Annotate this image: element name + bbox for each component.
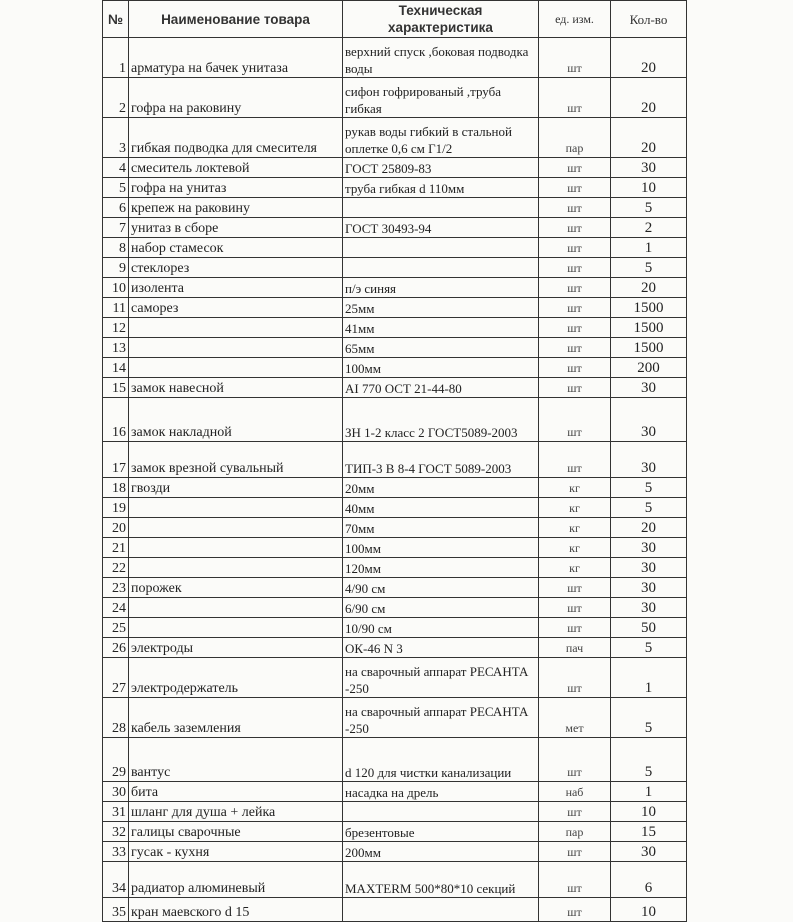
quantity: 2 xyxy=(611,218,687,238)
unit-of-measure: шт xyxy=(539,378,611,398)
table-row xyxy=(103,238,687,258)
product-name: замок врезной сувальный xyxy=(129,442,343,478)
table-row xyxy=(103,698,687,738)
unit-of-measure: кг xyxy=(539,478,611,498)
table-row xyxy=(103,898,687,922)
technical-spec xyxy=(343,198,539,218)
header-num: № xyxy=(103,1,129,38)
row-number: 5 xyxy=(103,178,129,198)
row-number: 8 xyxy=(103,238,129,258)
quantity: 1 xyxy=(611,658,687,698)
quantity: 1 xyxy=(611,782,687,802)
technical-spec: ТИП-3 В 8-4 ГОСТ 5089-2003 xyxy=(343,442,539,478)
product-name xyxy=(129,558,343,578)
technical-spec: 70мм xyxy=(343,518,539,538)
row-number: 3 xyxy=(103,118,129,158)
quantity: 30 xyxy=(611,398,687,442)
row-number: 35 xyxy=(103,898,129,922)
row-number: 19 xyxy=(103,498,129,518)
unit-of-measure: шт xyxy=(539,842,611,862)
row-number: 15 xyxy=(103,378,129,398)
technical-spec: 6/90 см xyxy=(343,598,539,618)
unit-of-measure: шт xyxy=(539,158,611,178)
table-row xyxy=(103,638,687,658)
quantity: 5 xyxy=(611,258,687,278)
technical-spec xyxy=(343,898,539,922)
row-number: 12 xyxy=(103,318,129,338)
quantity: 5 xyxy=(611,698,687,738)
unit-of-measure: шт xyxy=(539,738,611,782)
unit-of-measure: кг xyxy=(539,538,611,558)
unit-of-measure: кг xyxy=(539,498,611,518)
quantity: 5 xyxy=(611,198,687,218)
unit-of-measure: пач xyxy=(539,638,611,658)
quantity: 5 xyxy=(611,478,687,498)
technical-spec: MAXTERM 500*80*10 секций xyxy=(343,862,539,898)
product-name: порожек xyxy=(129,578,343,598)
technical-spec: рукав воды гибкий в стальной оплетке 0,6 см Г1/2 xyxy=(343,118,539,158)
quantity: 30 xyxy=(611,442,687,478)
table-row xyxy=(103,358,687,378)
table-row xyxy=(103,158,687,178)
unit-of-measure: шт xyxy=(539,258,611,278)
quantity: 200 xyxy=(611,358,687,378)
product-name: кран маевского d 15 xyxy=(129,898,343,922)
technical-spec: 100мм xyxy=(343,358,539,378)
product-name xyxy=(129,338,343,358)
technical-spec: брезентовые xyxy=(343,822,539,842)
table-row xyxy=(103,378,687,398)
row-number: 29 xyxy=(103,738,129,782)
product-name: замок накладной xyxy=(129,398,343,442)
product-name: кабель заземления xyxy=(129,698,343,738)
product-name xyxy=(129,358,343,378)
product-name: радиатор алюминевый xyxy=(129,862,343,898)
product-name: изолента xyxy=(129,278,343,298)
technical-spec xyxy=(343,802,539,822)
table-row xyxy=(103,658,687,698)
product-name: гофра на унитаз xyxy=(129,178,343,198)
technical-spec: 41мм xyxy=(343,318,539,338)
header-unit: ед. изм. xyxy=(539,1,611,38)
quantity: 30 xyxy=(611,538,687,558)
row-number: 32 xyxy=(103,822,129,842)
unit-of-measure: шт xyxy=(539,278,611,298)
row-number: 24 xyxy=(103,598,129,618)
header-name: Наименование товара xyxy=(129,1,343,38)
technical-spec xyxy=(343,258,539,278)
product-name: шланг для душа + лейка xyxy=(129,802,343,822)
row-number: 18 xyxy=(103,478,129,498)
row-number: 26 xyxy=(103,638,129,658)
table-row xyxy=(103,218,687,238)
table-row xyxy=(103,578,687,598)
technical-spec: насадка на дрель xyxy=(343,782,539,802)
technical-spec: АI 770 ОСТ 21-44-80 xyxy=(343,378,539,398)
table-row xyxy=(103,338,687,358)
quantity: 50 xyxy=(611,618,687,638)
row-number: 2 xyxy=(103,78,129,118)
unit-of-measure: пар xyxy=(539,118,611,158)
quantity: 5 xyxy=(611,738,687,782)
table-row xyxy=(103,738,687,782)
quantity: 20 xyxy=(611,118,687,158)
unit-of-measure: кг xyxy=(539,558,611,578)
technical-spec: 10/90 см xyxy=(343,618,539,638)
product-name: бита xyxy=(129,782,343,802)
row-number: 33 xyxy=(103,842,129,862)
unit-of-measure: мет xyxy=(539,698,611,738)
table-row xyxy=(103,822,687,842)
product-name: гибкая подводка для смесителя xyxy=(129,118,343,158)
unit-of-measure: шт xyxy=(539,398,611,442)
row-number: 13 xyxy=(103,338,129,358)
unit-of-measure: шт xyxy=(539,898,611,922)
table-row xyxy=(103,498,687,518)
unit-of-measure: наб xyxy=(539,782,611,802)
technical-spec: 4/90 см xyxy=(343,578,539,598)
row-number: 6 xyxy=(103,198,129,218)
technical-spec: на сварочный аппарат РЕСАНТА -250 xyxy=(343,658,539,698)
technical-spec: п/э синяя xyxy=(343,278,539,298)
table-header xyxy=(103,1,687,38)
row-number: 21 xyxy=(103,538,129,558)
table-row xyxy=(103,38,687,78)
unit-of-measure: шт xyxy=(539,338,611,358)
quantity: 20 xyxy=(611,38,687,78)
row-number: 23 xyxy=(103,578,129,598)
unit-of-measure: шт xyxy=(539,658,611,698)
technical-spec: ГОСТ 30493-94 xyxy=(343,218,539,238)
unit-of-measure: шт xyxy=(539,218,611,238)
product-name: электродержатель xyxy=(129,658,343,698)
unit-of-measure: пар xyxy=(539,822,611,842)
header-spec: Техническая характеристика xyxy=(343,1,539,38)
technical-spec: 65мм xyxy=(343,338,539,358)
row-number: 14 xyxy=(103,358,129,378)
technical-spec: сифон гофрированый ,труба гибкая xyxy=(343,78,539,118)
product-name: замок навесной xyxy=(129,378,343,398)
table-body xyxy=(103,38,687,922)
quantity: 1 xyxy=(611,238,687,258)
row-number: 10 xyxy=(103,278,129,298)
quantity: 10 xyxy=(611,802,687,822)
quantity: 15 xyxy=(611,822,687,842)
quantity: 10 xyxy=(611,898,687,922)
quantity: 30 xyxy=(611,598,687,618)
table-row xyxy=(103,558,687,578)
quantity: 20 xyxy=(611,278,687,298)
technical-spec: d 120 для чистки канализации xyxy=(343,738,539,782)
table-row xyxy=(103,842,687,862)
table-row xyxy=(103,398,687,442)
technical-spec: труба гибкая d 110мм xyxy=(343,178,539,198)
product-name: электроды xyxy=(129,638,343,658)
product-name: галицы сварочные xyxy=(129,822,343,842)
quantity: 30 xyxy=(611,558,687,578)
row-number: 4 xyxy=(103,158,129,178)
quantity: 20 xyxy=(611,518,687,538)
unit-of-measure: шт xyxy=(539,238,611,258)
product-name: унитаз в сборе xyxy=(129,218,343,238)
row-number: 22 xyxy=(103,558,129,578)
technical-spec: 20мм xyxy=(343,478,539,498)
product-name: гофра на раковину xyxy=(129,78,343,118)
technical-spec: на сварочный аппарат РЕСАНТА -250 xyxy=(343,698,539,738)
product-name xyxy=(129,538,343,558)
table-row xyxy=(103,442,687,478)
product-name: гвозди xyxy=(129,478,343,498)
unit-of-measure: шт xyxy=(539,862,611,898)
unit-of-measure: шт xyxy=(539,78,611,118)
technical-spec xyxy=(343,238,539,258)
product-name xyxy=(129,498,343,518)
quantity: 6 xyxy=(611,862,687,898)
product-name xyxy=(129,618,343,638)
quantity: 1500 xyxy=(611,318,687,338)
quantity: 5 xyxy=(611,498,687,518)
quantity: 10 xyxy=(611,178,687,198)
quantity: 1500 xyxy=(611,298,687,318)
table-row xyxy=(103,258,687,278)
row-number: 16 xyxy=(103,398,129,442)
table-row xyxy=(103,802,687,822)
table-row xyxy=(103,862,687,898)
quantity: 30 xyxy=(611,158,687,178)
table-row xyxy=(103,198,687,218)
quantity: 30 xyxy=(611,842,687,862)
unit-of-measure: шт xyxy=(539,298,611,318)
row-number: 25 xyxy=(103,618,129,638)
technical-spec: ЗН 1-2 класс 2 ГОСТ5089-2003 xyxy=(343,398,539,442)
product-name xyxy=(129,318,343,338)
table-row xyxy=(103,782,687,802)
table-row xyxy=(103,518,687,538)
unit-of-measure: шт xyxy=(539,358,611,378)
row-number: 17 xyxy=(103,442,129,478)
unit-of-measure: шт xyxy=(539,578,611,598)
product-name: крепеж на раковину xyxy=(129,198,343,218)
row-number: 7 xyxy=(103,218,129,238)
technical-spec: 120мм xyxy=(343,558,539,578)
product-name xyxy=(129,518,343,538)
technical-spec: верхний спуск ,боковая подводка воды xyxy=(343,38,539,78)
table-row xyxy=(103,318,687,338)
row-number: 9 xyxy=(103,258,129,278)
row-number: 11 xyxy=(103,298,129,318)
unit-of-measure: шт xyxy=(539,598,611,618)
table-row xyxy=(103,178,687,198)
table-row xyxy=(103,598,687,618)
table-row xyxy=(103,278,687,298)
product-name xyxy=(129,598,343,618)
product-name: вантус xyxy=(129,738,343,782)
product-name: гусак - кухня xyxy=(129,842,343,862)
technical-spec: ОК-46 N 3 xyxy=(343,638,539,658)
technical-spec: 40мм xyxy=(343,498,539,518)
table-row xyxy=(103,78,687,118)
technical-spec: ГОСТ 25809-83 xyxy=(343,158,539,178)
quantity: 30 xyxy=(611,378,687,398)
unit-of-measure: шт xyxy=(539,178,611,198)
quantity: 20 xyxy=(611,78,687,118)
row-number: 28 xyxy=(103,698,129,738)
product-name: саморез xyxy=(129,298,343,318)
table-row xyxy=(103,618,687,638)
technical-spec: 200мм xyxy=(343,842,539,862)
row-number: 31 xyxy=(103,802,129,822)
row-number: 34 xyxy=(103,862,129,898)
row-number: 27 xyxy=(103,658,129,698)
row-number: 20 xyxy=(103,518,129,538)
unit-of-measure: шт xyxy=(539,802,611,822)
row-number: 30 xyxy=(103,782,129,802)
table-row xyxy=(103,478,687,498)
unit-of-measure: шт xyxy=(539,198,611,218)
header-qty: Кол-во xyxy=(611,1,687,38)
quantity: 5 xyxy=(611,638,687,658)
product-name: набор стамесок xyxy=(129,238,343,258)
unit-of-measure: кг xyxy=(539,518,611,538)
unit-of-measure: шт xyxy=(539,318,611,338)
table-row xyxy=(103,118,687,158)
table-row xyxy=(103,298,687,318)
technical-spec: 25мм xyxy=(343,298,539,318)
unit-of-measure: шт xyxy=(539,38,611,78)
quantity: 30 xyxy=(611,578,687,598)
technical-spec: 100мм xyxy=(343,538,539,558)
row-number: 1 xyxy=(103,38,129,78)
product-name: смеситель локтевой xyxy=(129,158,343,178)
quantity: 1500 xyxy=(611,338,687,358)
table-row xyxy=(103,538,687,558)
unit-of-measure: шт xyxy=(539,442,611,478)
product-name: стеклорез xyxy=(129,258,343,278)
goods-table xyxy=(102,0,687,922)
unit-of-measure: шт xyxy=(539,618,611,638)
product-name: арматура на бачек унитаза xyxy=(129,38,343,78)
